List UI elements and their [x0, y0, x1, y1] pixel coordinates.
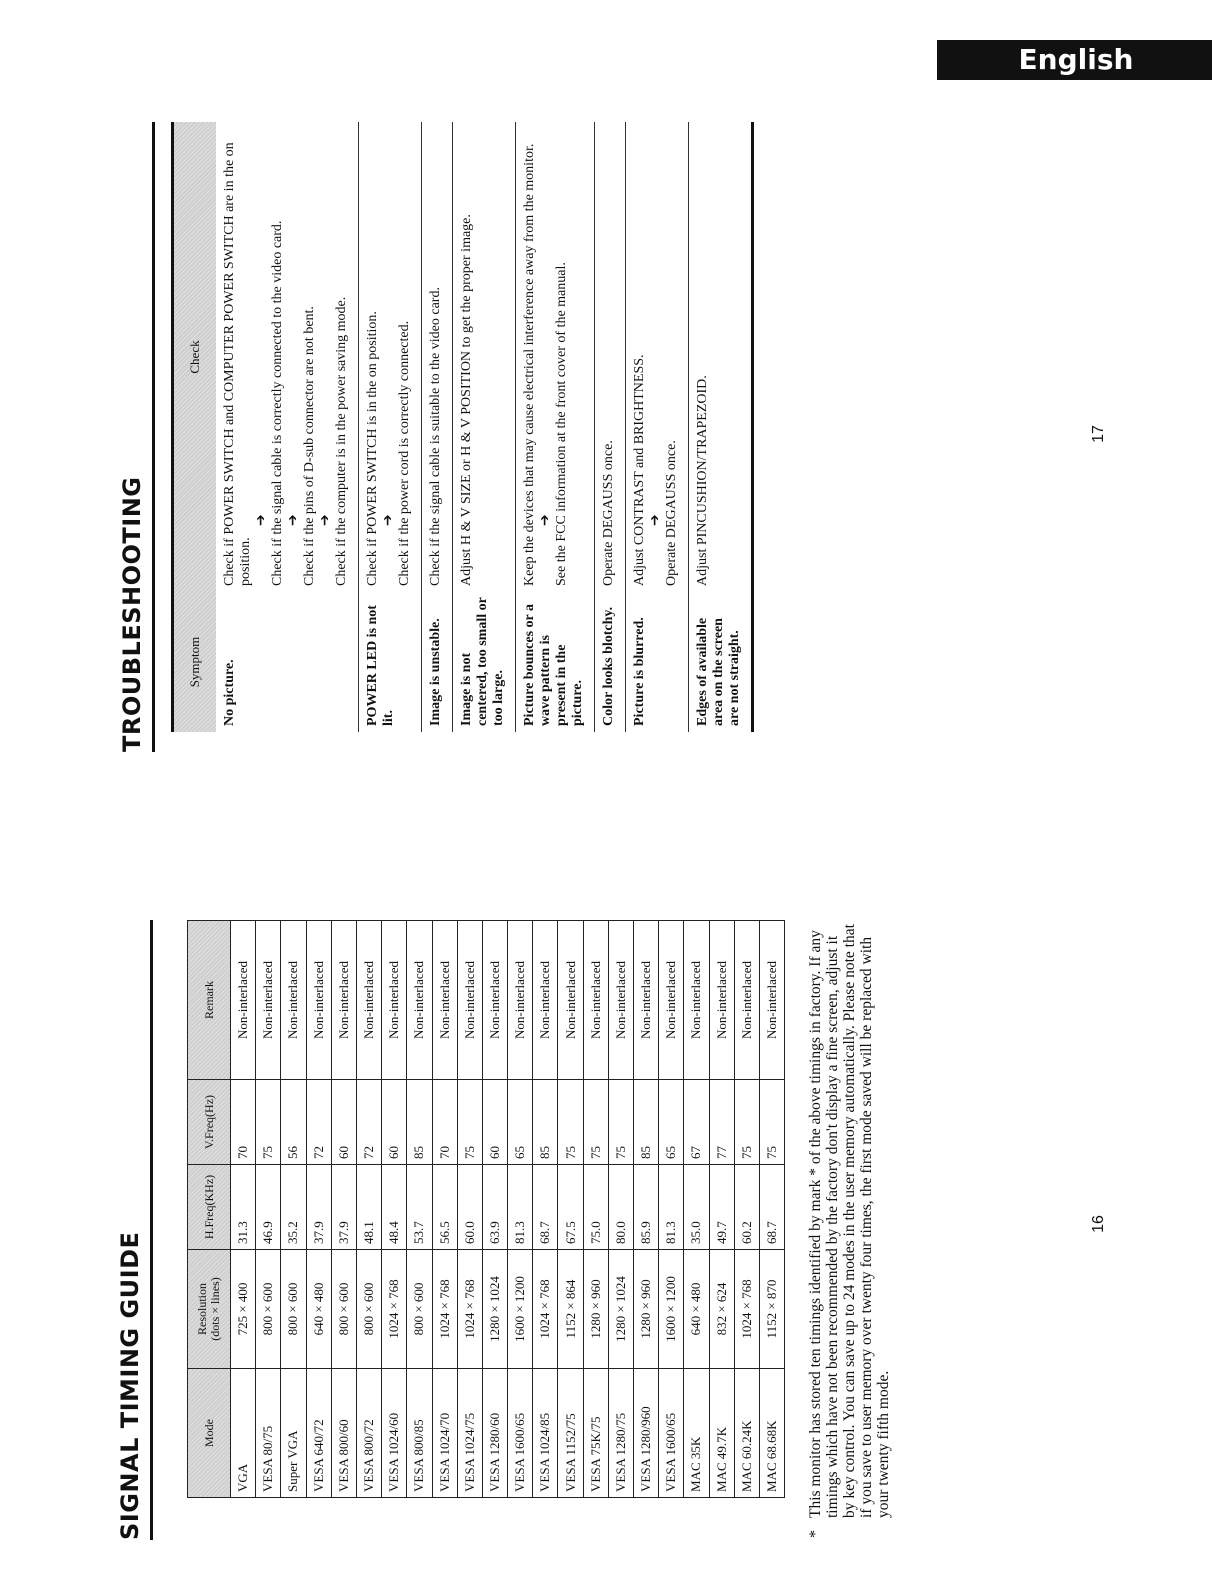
cell-h: 80.0 — [608, 1165, 633, 1250]
cell-remark: Non-interlaced — [709, 921, 734, 1080]
timing-note — [807, 920, 892, 1540]
symptom-text: Image is unstable. — [428, 618, 443, 726]
cell-v: 75 — [734, 1080, 759, 1165]
troubleshooting-table — [171, 122, 754, 732]
cell-h: 60.2 — [734, 1165, 759, 1250]
cell-res: 640 × 480 — [684, 1250, 709, 1369]
symptom-text: POWER LED is not lit. — [365, 605, 396, 726]
check-item: Check if POWER SWITCH is in the on position. — [365, 311, 380, 586]
cell-remark: Non-interlaced — [508, 921, 533, 1080]
cell-res: 800 × 600 — [331, 1250, 356, 1369]
cell-h: 53.7 — [407, 1165, 432, 1250]
cell-h: 60.0 — [457, 1165, 482, 1250]
symptom-text: Edges of available area on the screen are not straight. — [695, 617, 742, 726]
table-row — [709, 921, 734, 1498]
cell-v: 72 — [356, 1080, 381, 1165]
page-number-left: 16 — [1089, 1215, 1107, 1233]
cell-res: 1280 × 1024 — [608, 1250, 633, 1369]
arrow-down-icon: ➔ — [318, 514, 333, 526]
cell-h: 68.7 — [759, 1165, 784, 1250]
check-item: Adjust PINCUSHION/TRAPEZOID. — [695, 375, 710, 586]
table-row — [407, 921, 432, 1498]
check-list — [222, 128, 350, 586]
troubleshooting-header — [171, 122, 216, 732]
cell-mode: VESA 1152/75 — [558, 1369, 583, 1498]
table-row — [759, 921, 784, 1498]
check-list — [632, 128, 680, 586]
cell-h: 35.2 — [281, 1165, 306, 1250]
cell-res: 1024 × 768 — [457, 1250, 482, 1369]
table-row — [634, 921, 659, 1498]
troubleshooting-row — [359, 122, 422, 732]
cell-h: 75.0 — [583, 1165, 608, 1250]
note-text: This monitor has stored ten timings identified by mark * of the above timings in factory. If any timings which have not been recommended by the factory don't display a fine screen, adjust it by key control. You can save up to 24 modes in the user memory automatically. Please note that if you save to user memory over twenty four times, the first mode saved will be replaced with your twenty fifth mode. — [807, 924, 893, 1518]
cell-res: 832 × 624 — [709, 1250, 734, 1369]
cell-mode: MAC 35K — [684, 1369, 709, 1498]
cell-remark: Non-interlaced — [634, 921, 659, 1080]
cell-res: 1600 × 1200 — [508, 1250, 533, 1369]
cell-mode: VESA 1280/75 — [608, 1369, 633, 1498]
cell-remark: Non-interlaced — [306, 921, 331, 1080]
cell-v: 72 — [306, 1080, 331, 1165]
symptom-text: No picture. — [222, 659, 237, 726]
table-row — [684, 921, 709, 1498]
cell-res: 1024 × 768 — [533, 1250, 558, 1369]
cell-v: 56 — [281, 1080, 306, 1165]
cell-res: 1152 × 870 — [759, 1250, 784, 1369]
cell-res: 800 × 600 — [256, 1250, 281, 1369]
troubleshooting-row — [516, 122, 595, 732]
cell-h: 63.9 — [482, 1165, 507, 1250]
table-row — [583, 921, 608, 1498]
cell-h: 48.4 — [382, 1165, 407, 1250]
cell-res: 1280 × 960 — [634, 1250, 659, 1369]
arrow-down-icon: ➔ — [648, 514, 663, 526]
check-item: Check if the signal cable is suitable to the video card. — [428, 287, 443, 586]
check-list — [428, 128, 444, 586]
cell-remark: Non-interlaced — [533, 921, 558, 1080]
check-item: Check if the computer is in the power saving mode. — [334, 296, 349, 586]
check-item: Check if the pins of D-sub connector are not bent. — [302, 306, 317, 586]
symptom-text: Image is not centered, too small or too large. — [459, 597, 506, 726]
cell-mode: VESA 800/72 — [356, 1369, 381, 1498]
cell-h: 46.9 — [256, 1165, 281, 1250]
cell-mode: VGA — [231, 1369, 256, 1498]
cell-h: 56.5 — [432, 1165, 457, 1250]
check-item: Check if the signal cable is correctly connected to the video card. — [270, 220, 285, 586]
check-item: Operate DEGAUSS once. — [601, 440, 616, 586]
cell-remark: Non-interlaced — [407, 921, 432, 1080]
check-list — [695, 128, 743, 586]
check-item: Adjust H & V SIZE or H & V POSITION to get the proper image. — [459, 214, 474, 586]
cell-res: 1280 × 960 — [583, 1250, 608, 1369]
col-mode: Mode — [188, 1369, 231, 1498]
cell-res: 1280 × 1024 — [482, 1250, 507, 1369]
symptom-text: Picture bounces or a wave pattern is present in the picture. — [522, 604, 585, 726]
troubleshooting-row — [595, 122, 626, 732]
troubleshooting-row — [422, 122, 453, 732]
col-resolution: Resolution (dots × lines) — [188, 1250, 231, 1369]
cell-v: 70 — [432, 1080, 457, 1165]
cell-res: 1024 × 768 — [382, 1250, 407, 1369]
cell-v: 85 — [533, 1080, 558, 1165]
timing-table — [187, 920, 785, 1498]
cell-mode: VESA 1024/85 — [533, 1369, 558, 1498]
cell-res: 1152 × 864 — [558, 1250, 583, 1369]
cell-res: 1024 × 768 — [734, 1250, 759, 1369]
cell-res: 800 × 600 — [281, 1250, 306, 1369]
cell-res: 640 × 480 — [306, 1250, 331, 1369]
cell-remark: Non-interlaced — [759, 921, 784, 1080]
cell-mode: VESA 800/60 — [331, 1369, 356, 1498]
cell-mode: MAC 60.24K — [734, 1369, 759, 1498]
cell-v: 75 — [608, 1080, 633, 1165]
cell-h: 35.0 — [684, 1165, 709, 1250]
col-hfreq: H.Freq(KHz) — [188, 1165, 231, 1250]
arrow-down-icon: ➔ — [254, 514, 269, 526]
col-symptom: Symptom — [187, 636, 202, 688]
cell-mode: VESA 1024/60 — [382, 1369, 407, 1498]
cell-h: 37.9 — [331, 1165, 356, 1250]
check-item: Check if POWER SWITCH and COMPUTER POWER SWITCH are in the on position. — [222, 142, 253, 586]
cell-v: 60 — [382, 1080, 407, 1165]
cell-h: 37.9 — [306, 1165, 331, 1250]
cell-remark: Non-interlaced — [382, 921, 407, 1080]
troubleshooting-row — [216, 122, 359, 732]
cell-mode: VESA 1600/65 — [659, 1369, 684, 1498]
cell-mode: VESA 800/85 — [407, 1369, 432, 1498]
table-row — [256, 921, 281, 1498]
signal-timing-title: SIGNAL TIMING GUIDE — [110, 920, 153, 1540]
cell-mode: VESA 1024/70 — [432, 1369, 457, 1498]
cell-remark: Non-interlaced — [457, 921, 482, 1080]
cell-h: 85.9 — [634, 1165, 659, 1250]
cell-remark: Non-interlaced — [608, 921, 633, 1080]
cell-res: 800 × 600 — [407, 1250, 432, 1369]
table-row — [508, 921, 533, 1498]
check-list — [459, 128, 507, 586]
table-row — [457, 921, 482, 1498]
troubleshooting-row — [453, 122, 516, 732]
cell-remark: Non-interlaced — [734, 921, 759, 1080]
cell-h: 81.3 — [659, 1165, 684, 1250]
table-row — [356, 921, 381, 1498]
col-remark: Remark — [188, 921, 231, 1080]
cell-mode: VESA 1280/60 — [482, 1369, 507, 1498]
cell-mode: Super VGA — [281, 1369, 306, 1498]
check-item: Operate DEGAUSS once. — [664, 440, 679, 586]
table-row — [281, 921, 306, 1498]
cell-v: 75 — [256, 1080, 281, 1165]
cell-h: 49.7 — [709, 1165, 734, 1250]
troubleshooting-row — [689, 122, 754, 732]
table-row — [231, 921, 256, 1498]
language-tab: English — [937, 40, 1212, 80]
cell-remark: Non-interlaced — [281, 921, 306, 1080]
cell-v: 75 — [583, 1080, 608, 1165]
cell-mode: VESA 1600/65 — [508, 1369, 533, 1498]
cell-mode: MAC 68.68K — [759, 1369, 784, 1498]
cell-mode: MAC 49.7K — [709, 1369, 734, 1498]
cell-res: 725 × 400 — [231, 1250, 256, 1369]
cell-h: 81.3 — [508, 1165, 533, 1250]
cell-remark: Non-interlaced — [659, 921, 684, 1080]
cell-remark: Non-interlaced — [583, 921, 608, 1080]
cell-v: 60 — [331, 1080, 356, 1165]
cell-h: 68.7 — [533, 1165, 558, 1250]
check-list — [365, 128, 413, 586]
cell-v: 60 — [482, 1080, 507, 1165]
cell-mode: VESA 80/75 — [256, 1369, 281, 1498]
check-item: Check if the power cord is correctly connected. — [397, 320, 412, 586]
cell-res: 1024 × 768 — [432, 1250, 457, 1369]
arrow-down-icon: ➔ — [286, 514, 301, 526]
cell-remark: Non-interlaced — [231, 921, 256, 1080]
cell-v: 75 — [558, 1080, 583, 1165]
cell-v: 70 — [231, 1080, 256, 1165]
table-row — [382, 921, 407, 1498]
cell-h: 48.1 — [356, 1165, 381, 1250]
cell-v: 77 — [709, 1080, 734, 1165]
symptom-text: Color looks blotchy. — [601, 606, 616, 726]
table-row — [533, 921, 558, 1498]
cell-v: 65 — [659, 1080, 684, 1165]
page-number-right: 17 — [1089, 425, 1107, 443]
table-row — [306, 921, 331, 1498]
troubleshooting-section — [112, 122, 1032, 752]
cell-v: 75 — [457, 1080, 482, 1165]
troubleshooting-row — [626, 122, 689, 732]
note-mark: * — [807, 1530, 825, 1538]
cell-remark: Non-interlaced — [684, 921, 709, 1080]
col-vfreq: V.Freq(Hz) — [188, 1080, 231, 1165]
cell-remark: Non-interlaced — [331, 921, 356, 1080]
cell-res: 1600 × 1200 — [659, 1250, 684, 1369]
table-row — [734, 921, 759, 1498]
table-row — [482, 921, 507, 1498]
cell-mode: VESA 1024/75 — [457, 1369, 482, 1498]
arrow-down-icon: ➔ — [538, 514, 553, 526]
col-check: Check — [187, 340, 202, 374]
cell-v: 75 — [759, 1080, 784, 1165]
cell-v: 67 — [684, 1080, 709, 1165]
cell-mode: VESA 75K/75 — [583, 1369, 608, 1498]
cell-remark: Non-interlaced — [482, 921, 507, 1080]
check-list — [522, 128, 586, 586]
table-row — [558, 921, 583, 1498]
cell-remark: Non-interlaced — [432, 921, 457, 1080]
table-row — [659, 921, 684, 1498]
signal-timing-section — [110, 920, 910, 1540]
table-row — [432, 921, 457, 1498]
cell-v: 85 — [634, 1080, 659, 1165]
cell-remark: Non-interlaced — [356, 921, 381, 1080]
cell-v: 85 — [407, 1080, 432, 1165]
table-row — [608, 921, 633, 1498]
cell-h: 67.5 — [558, 1165, 583, 1250]
troubleshooting-title: TROUBLESHOOTING — [112, 122, 155, 752]
cell-h: 31.3 — [231, 1165, 256, 1250]
check-item: Keep the devices that may cause electrical interference away from the monitor. — [522, 143, 537, 586]
check-item: Adjust CONTRAST and BRIGHTNESS. — [632, 354, 647, 586]
cell-remark: Non-interlaced — [558, 921, 583, 1080]
cell-v: 65 — [508, 1080, 533, 1165]
check-item: See the FCC information at the front cover of the manual. — [554, 262, 569, 586]
cell-remark: Non-interlaced — [256, 921, 281, 1080]
symptom-text: Picture is blurred. — [632, 617, 647, 726]
cell-mode: VESA 1280/960 — [634, 1369, 659, 1498]
table-row — [331, 921, 356, 1498]
arrow-down-icon: ➔ — [381, 514, 396, 526]
cell-mode: VESA 640/72 — [306, 1369, 331, 1498]
cell-res: 800 × 600 — [356, 1250, 381, 1369]
check-list — [601, 128, 617, 586]
